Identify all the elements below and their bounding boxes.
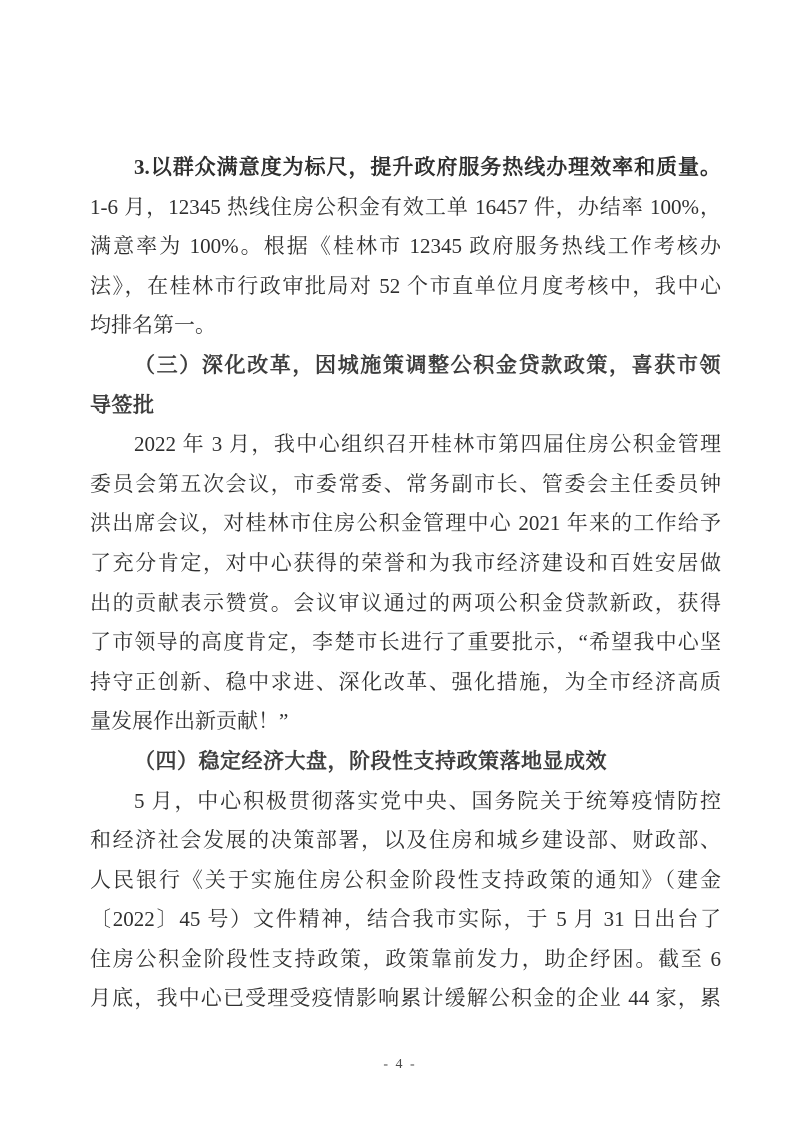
paragraph-line: 〔2022〕45 号）文件精神，结合我市实际，于 5 月 31 日出台了 (90, 907, 721, 932)
paragraph-line: 均排名第一。 (90, 313, 216, 338)
paragraph-line: 人民银行《关于实施住房公积金阶段性支持政策的通知》（建金 (90, 867, 721, 892)
section-4-heading (90, 742, 721, 782)
paragraph-line: 出的贡献表示赞赏。会议审议通过的两项公积金贷款新政，获得 (90, 590, 721, 615)
paragraph-line: 住房公积金阶段性支持政策，政策靠前发力，助企纾困。截至 6 (90, 946, 721, 971)
paragraph-line: 持守正创新、稳中求进、深化改革、强化措施，为全市经济高质 (90, 669, 721, 694)
paragraph-line: 和经济社会发展的决策部署，以及住房和城乡建设部、财政部、 (90, 828, 721, 853)
paragraph-line: 月底，我中心已受理受疫情影响累计缓解公积金的企业 44 家，累 (90, 986, 721, 1011)
paragraph-committee-meeting (90, 425, 721, 742)
paragraph-line: 3.以群众满意度为标尺，提升政府服务热线办理效率和质量。 (134, 155, 721, 179)
paragraph-line: 满意率为 100%。根据《桂林市 12345 政府服务热线工作考核办 (90, 234, 721, 259)
paragraph-line: 法》，在桂林市行政审批局对 52 个市直单位月度考核中，我中心 (90, 273, 721, 298)
paragraph-line: 了充分肯定，对中心获得的荣誉和为我市经济建设和百姓安居做 (90, 550, 721, 575)
paragraph-line: 2022 年 3 月，我中心组织召开桂林市第四届住房公积金管理 (134, 432, 721, 457)
paragraph-line: 了市领导的高度肯定，李楚市长进行了重要批示，“希望我中心坚 (90, 630, 721, 655)
paragraph-line: 量发展作出新贡献！” (90, 709, 289, 734)
paragraph-line: 委员会第五次会议，市委常委、常务副市长、管委会主任委员钟 (90, 471, 721, 496)
paragraph-support-policy (90, 782, 721, 1020)
section-3-heading (90, 346, 721, 425)
heading-line: 导签批 (90, 393, 155, 417)
page-footer (0, 1055, 800, 1073)
page-number: - 4 - (383, 1057, 417, 1072)
paragraph-line: 洪出席会议，对桂林市住房公积金管理中心 2021 年来的工作给予 (90, 511, 721, 536)
paragraph-line: 5 月，中心积极贯彻落实党中央、国务院关于统筹疫情防控 (134, 788, 721, 813)
paragraph-line: 1-6 月，12345 热线住房公积金有效工单 16457 件，办结率 100%， (90, 194, 721, 219)
heading-line: （三）深化改革，因城施策调整公积金贷款政策，喜获市领 (134, 353, 721, 377)
document-body (90, 148, 721, 1019)
heading-line: （四）稳定经济大盘，阶段性支持政策落地显成效 (134, 749, 607, 773)
paragraph-hotline-performance (90, 148, 721, 346)
